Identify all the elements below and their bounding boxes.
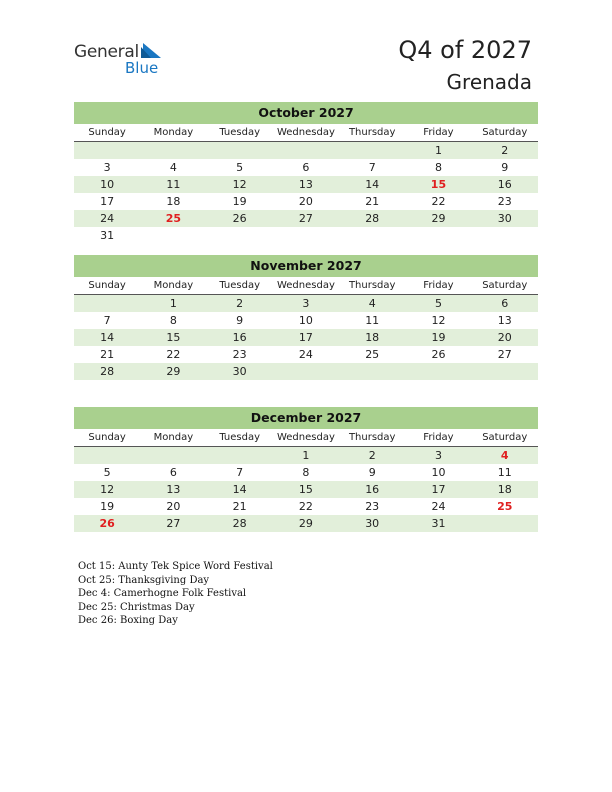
day-cell — [273, 227, 339, 244]
day-cell: 20 — [166, 500, 181, 513]
day-cell: 10 — [100, 178, 115, 191]
holiday-day-cell: 4 — [500, 449, 509, 462]
day-cell: 21 — [100, 348, 115, 361]
day-cell: 16 — [232, 331, 247, 344]
day-cell: 18 — [166, 195, 181, 208]
weekday-header-row — [74, 124, 538, 142]
day-cell: 16 — [365, 483, 380, 496]
weekday-label: Wednesday — [276, 432, 335, 443]
day-cell: 17 — [431, 483, 446, 496]
day-cell: 24 — [298, 348, 313, 361]
day-cell — [140, 447, 206, 464]
month-november — [74, 255, 538, 380]
day-cell: 11 — [497, 466, 512, 479]
day-cell: 7 — [103, 314, 111, 327]
day-cell: 11 — [166, 178, 181, 191]
month-october — [74, 102, 538, 244]
day-cell: 24 — [100, 212, 115, 225]
day-cell: 9 — [236, 314, 244, 327]
day-cell: 10 — [298, 314, 313, 327]
day-cell: 13 — [497, 314, 512, 327]
month-header: November 2027 — [74, 255, 538, 277]
day-cell: 15 — [166, 331, 181, 344]
day-cell: 4 — [368, 297, 376, 310]
weekday-label: Thursday — [348, 280, 396, 291]
weekday-label: Wednesday — [276, 127, 335, 138]
day-cell: 8 — [169, 314, 177, 327]
month-grid — [74, 447, 538, 532]
week-row — [74, 329, 538, 346]
day-cell — [339, 142, 405, 159]
week-row — [74, 481, 538, 498]
day-cell: 25 — [365, 348, 380, 361]
day-cell: 28 — [365, 212, 380, 225]
weekday-label: Saturday — [482, 127, 528, 138]
day-cell — [273, 363, 339, 380]
week-row — [74, 447, 538, 464]
day-cell: 14 — [365, 178, 380, 191]
day-cell: 4 — [169, 161, 177, 174]
weekday-label: Friday — [423, 127, 454, 138]
month-header: October 2027 — [74, 102, 538, 124]
day-cell — [273, 142, 339, 159]
day-cell — [207, 447, 273, 464]
day-cell: 2 — [501, 144, 509, 157]
logo-triangle-icon — [141, 43, 161, 59]
day-cell: 30 — [497, 212, 512, 225]
week-row — [74, 193, 538, 210]
day-cell: 1 — [169, 297, 177, 310]
day-cell: 3 — [103, 161, 111, 174]
day-cell — [74, 142, 140, 159]
week-row — [74, 363, 538, 380]
weekday-header-row — [74, 277, 538, 295]
week-row — [74, 295, 538, 312]
weekday-label: Friday — [423, 280, 454, 291]
day-cell: 21 — [232, 500, 247, 513]
holiday-note: Oct 25: Thanksgiving Day — [78, 574, 210, 586]
day-cell: 18 — [497, 483, 512, 496]
day-cell: 7 — [368, 161, 376, 174]
day-cell: 8 — [302, 466, 310, 479]
day-cell: 2 — [368, 449, 376, 462]
weekday-header-row — [74, 429, 538, 447]
day-cell: 6 — [501, 297, 509, 310]
country-name: Grenada — [446, 70, 532, 94]
week-row — [74, 227, 538, 244]
day-cell — [140, 142, 206, 159]
day-cell: 11 — [365, 314, 380, 327]
weekday-label: Friday — [423, 432, 454, 443]
weekday-label: Tuesday — [219, 127, 260, 138]
week-row — [74, 159, 538, 176]
day-cell: 3 — [302, 297, 310, 310]
day-cell — [472, 363, 538, 380]
week-row — [74, 346, 538, 363]
day-cell — [339, 363, 405, 380]
day-cell — [339, 227, 405, 244]
holiday-day-cell: 26 — [99, 517, 115, 530]
day-cell: 14 — [100, 331, 115, 344]
day-cell: 13 — [298, 178, 313, 191]
weekday-label: Thursday — [348, 127, 396, 138]
day-cell: 29 — [166, 365, 181, 378]
weekday-label: Monday — [153, 280, 194, 291]
day-cell: 28 — [100, 365, 115, 378]
day-cell — [74, 447, 140, 464]
day-cell: 31 — [100, 229, 115, 242]
weekday-label: Sunday — [88, 280, 126, 291]
day-cell: 2 — [236, 297, 244, 310]
day-cell: 17 — [298, 331, 313, 344]
day-cell: 14 — [232, 483, 247, 496]
day-cell: 22 — [166, 348, 181, 361]
weekday-label: Thursday — [348, 432, 396, 443]
week-row — [74, 176, 538, 193]
day-cell: 23 — [497, 195, 512, 208]
day-cell: 20 — [298, 195, 313, 208]
day-cell — [207, 142, 273, 159]
holiday-note: Dec 4: Camerhogne Folk Festival — [78, 588, 247, 600]
day-cell: 28 — [232, 517, 247, 530]
day-cell: 12 — [100, 483, 115, 496]
day-cell: 3 — [434, 449, 442, 462]
day-cell: 12 — [232, 178, 247, 191]
day-cell — [472, 227, 538, 244]
week-row — [74, 498, 538, 515]
week-row — [74, 142, 538, 159]
day-cell: 29 — [431, 212, 446, 225]
holiday-note: Oct 15: Aunty Tek Spice Word Festival — [78, 561, 273, 572]
weekday-label: Sunday — [88, 127, 126, 138]
day-cell: 31 — [431, 517, 446, 530]
day-cell: 19 — [100, 500, 115, 513]
day-cell: 5 — [434, 297, 442, 310]
holiday-day-cell: 25 — [165, 212, 182, 225]
day-cell: 7 — [236, 466, 244, 479]
day-cell: 30 — [365, 517, 380, 530]
day-cell — [405, 363, 471, 380]
month-grid — [74, 295, 538, 380]
week-row — [74, 210, 538, 227]
day-cell: 5 — [103, 466, 111, 479]
day-cell: 12 — [431, 314, 446, 327]
holiday-day-cell: 15 — [430, 178, 447, 191]
day-cell: 5 — [236, 161, 244, 174]
week-row — [74, 464, 538, 481]
day-cell: 1 — [434, 144, 442, 157]
day-cell: 22 — [431, 195, 446, 208]
day-cell: 24 — [431, 500, 446, 513]
day-cell: 15 — [298, 483, 313, 496]
day-cell: 27 — [166, 517, 181, 530]
day-cell: 29 — [298, 517, 313, 530]
day-cell: 20 — [497, 331, 512, 344]
day-cell: 17 — [100, 195, 115, 208]
day-cell: 27 — [497, 348, 512, 361]
day-cell: 8 — [434, 161, 442, 174]
day-cell: 19 — [431, 331, 446, 344]
day-cell: 30 — [232, 365, 247, 378]
logo-text-blue: Blue — [125, 59, 159, 77]
month-header: December 2027 — [74, 407, 538, 429]
weekday-label: Monday — [153, 127, 194, 138]
weekday-label: Tuesday — [219, 432, 260, 443]
day-cell — [472, 515, 538, 532]
holiday-note: Dec 25: Christmas Day — [78, 601, 195, 613]
day-cell: 26 — [232, 212, 247, 225]
weekday-label: Saturday — [482, 280, 528, 291]
week-row — [74, 515, 538, 532]
day-cell: 19 — [232, 195, 247, 208]
page-title: Q4 of 2027 — [398, 36, 532, 64]
day-cell: 10 — [431, 466, 446, 479]
day-cell — [74, 295, 140, 312]
day-cell: 18 — [365, 331, 380, 344]
holiday-note: Dec 26: Boxing Day — [78, 615, 178, 627]
month-grid — [74, 142, 538, 244]
day-cell: 6 — [169, 466, 177, 479]
holiday-day-cell: 25 — [497, 500, 513, 513]
month-december — [74, 407, 538, 532]
day-cell: 22 — [298, 500, 313, 513]
day-cell — [140, 227, 206, 244]
weekday-label: Tuesday — [219, 280, 260, 291]
day-cell: 23 — [365, 500, 380, 513]
weekday-label: Wednesday — [276, 280, 335, 291]
day-cell: 1 — [302, 449, 310, 462]
day-cell: 9 — [501, 161, 509, 174]
day-cell — [405, 227, 471, 244]
weekday-label: Sunday — [88, 432, 126, 443]
day-cell: 9 — [368, 466, 376, 479]
day-cell: 6 — [302, 161, 310, 174]
day-cell: 23 — [232, 348, 247, 361]
weekday-label: Saturday — [482, 432, 528, 443]
day-cell: 26 — [431, 348, 446, 361]
day-cell: 27 — [298, 212, 313, 225]
logo-text-general: General — [74, 42, 139, 62]
week-row — [74, 312, 538, 329]
generalblue-logo — [74, 42, 184, 78]
day-cell: 13 — [166, 483, 181, 496]
holiday-notes — [78, 560, 273, 628]
day-cell: 21 — [365, 195, 380, 208]
day-cell — [207, 227, 273, 244]
day-cell: 16 — [497, 178, 512, 191]
weekday-label: Monday — [153, 432, 194, 443]
